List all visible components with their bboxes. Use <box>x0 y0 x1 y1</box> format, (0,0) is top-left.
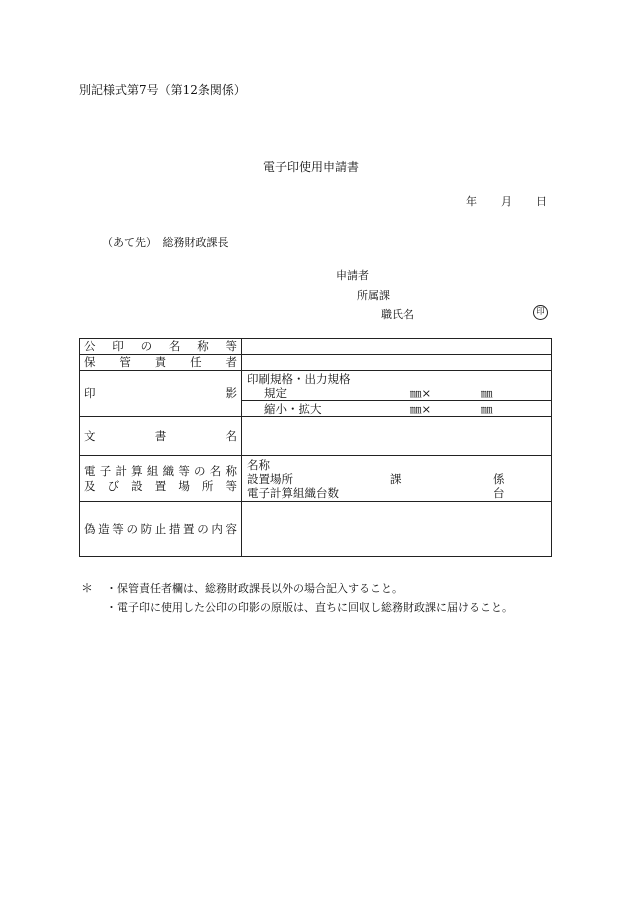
month-label: 月 <box>501 195 512 208</box>
document-name-field[interactable] <box>242 417 552 456</box>
standard-label: 規定 <box>264 385 287 400</box>
forgery-prevention-label: 偽造等の防止措置の内容 <box>80 502 242 557</box>
scale-label: 縮小・拡大 <box>264 401 322 416</box>
scale-mm: ㎜ <box>481 401 493 416</box>
department-label: 所属課 <box>357 289 390 302</box>
print-spec-cell <box>242 371 552 401</box>
system-cell <box>242 456 552 502</box>
print-spec-label: 印刷規格・出力規格 <box>247 371 351 386</box>
seal-name-label: 公印の名称等 <box>80 339 242 355</box>
table-row <box>80 355 552 371</box>
table-row <box>80 456 552 502</box>
custodian-field[interactable] <box>242 355 552 371</box>
seal-mark-icon: 印 <box>533 305 548 320</box>
table-row <box>80 502 552 557</box>
seal-name-field[interactable] <box>242 339 552 355</box>
dai-label: 台 <box>493 485 505 500</box>
scale-mm-times: ㎜× <box>410 401 432 416</box>
table-row <box>80 417 552 456</box>
day-label: 日 <box>536 195 547 208</box>
applicant-label: 申請者 <box>336 269 369 282</box>
forgery-prevention-field[interactable] <box>242 502 552 557</box>
standard-mm-times: ㎜× <box>410 385 432 400</box>
form-number: 別記様式第7号（第12条関係） <box>79 83 246 97</box>
impression-label: 印影 <box>80 371 242 417</box>
addressee: （あて先） 総務財政課長 <box>102 236 229 249</box>
year-label: 年 <box>466 195 477 208</box>
application-table <box>79 338 552 557</box>
title-name-label: 職氏名 <box>381 308 414 321</box>
location-label: 設置場所 <box>247 471 293 486</box>
standard-mm: ㎜ <box>481 385 493 400</box>
kakari-label: 係 <box>493 471 505 486</box>
table-row <box>80 371 552 401</box>
system-label: 電子計算組織等の名称 及び設置場所等 <box>80 456 242 502</box>
scale-cell <box>242 401 552 417</box>
note-item: ・保管責任者欄は、総務財政課長以外の場合記入すること。 <box>106 582 403 595</box>
note-item: ・電子印に使用した公印の印影の原版は、直ちに回収し総務財政課に届けること。 <box>106 601 513 614</box>
document-title: 電子印使用申請書 <box>263 160 360 174</box>
table-row <box>80 339 552 355</box>
computer-count-label: 電子計算組織台数 <box>247 485 339 500</box>
notes-asterisk: ＊ <box>81 581 94 595</box>
document-name-label: 文書名 <box>80 417 242 456</box>
name-label: 名称 <box>247 457 270 472</box>
ka-label: 課 <box>390 471 402 486</box>
custodian-label: 保管責任者 <box>80 355 242 371</box>
